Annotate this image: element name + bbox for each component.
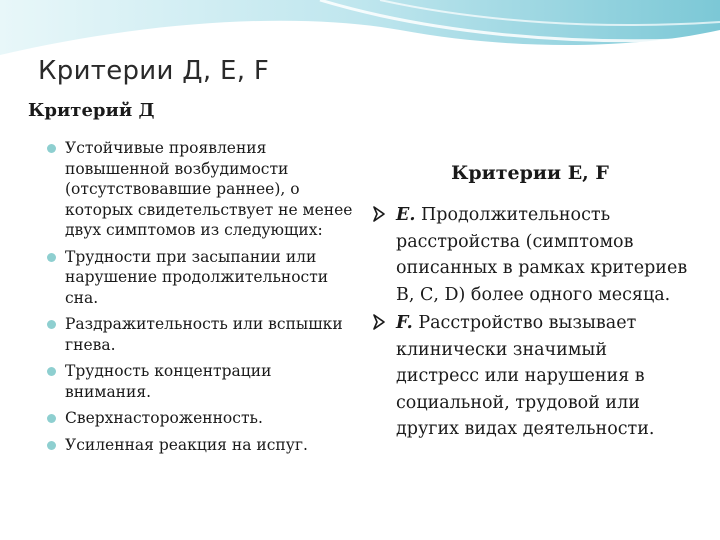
list-item	[44, 435, 354, 456]
list-item	[44, 138, 354, 241]
list-item	[44, 314, 354, 355]
list-item	[44, 247, 354, 309]
list-item-text: Трудности при засыпании или нарушение продолжительности сна.	[65, 247, 329, 307]
list-item-text: Раздражительность или вспышки гнева.	[65, 315, 343, 354]
criterion-text: Расстройство вызывает клинически значимый дистресс или нарушения в социальной, трудовой или других видах деятельности.	[396, 313, 655, 439]
bullet-dot-icon	[47, 144, 56, 153]
list-item	[44, 408, 354, 429]
arrow-bullet-icon	[372, 206, 386, 222]
list-item-text: Устойчивые проявления повышенной возбудимости (отсутствовавшие раннее), о которых свидетельствует не менее двух симптомов из следующих:	[65, 139, 353, 239]
slide-title: Критерии Д, Е, F	[38, 56, 270, 86]
list-item	[370, 310, 690, 443]
list-item-text: Усиленная реакция на испуг.	[65, 435, 308, 454]
right-criteria-list	[370, 202, 690, 445]
criterion-text: Продолжительность расстройства (симптомов описанных в рамках критериев В, С, D) более одного месяца.	[396, 205, 688, 305]
list-item	[370, 202, 690, 308]
bullet-dot-icon	[47, 441, 56, 450]
bullet-dot-icon	[47, 367, 56, 376]
left-column-heading: Критерий Д	[28, 100, 155, 121]
list-item-text: Сверхнастороженность.	[65, 409, 263, 427]
criterion-letter: Е.	[396, 205, 416, 225]
criterion-letter: F.	[396, 313, 413, 333]
bullet-dot-icon	[47, 253, 56, 262]
bullet-dot-icon	[47, 320, 56, 329]
list-item-text: Трудность концентрации внимания.	[65, 362, 272, 401]
right-column-heading: Критерии Е, F	[451, 162, 609, 184]
left-criteria-list	[44, 138, 354, 461]
arrow-bullet-icon	[372, 314, 386, 330]
bullet-dot-icon	[47, 414, 56, 423]
list-item	[44, 361, 354, 402]
